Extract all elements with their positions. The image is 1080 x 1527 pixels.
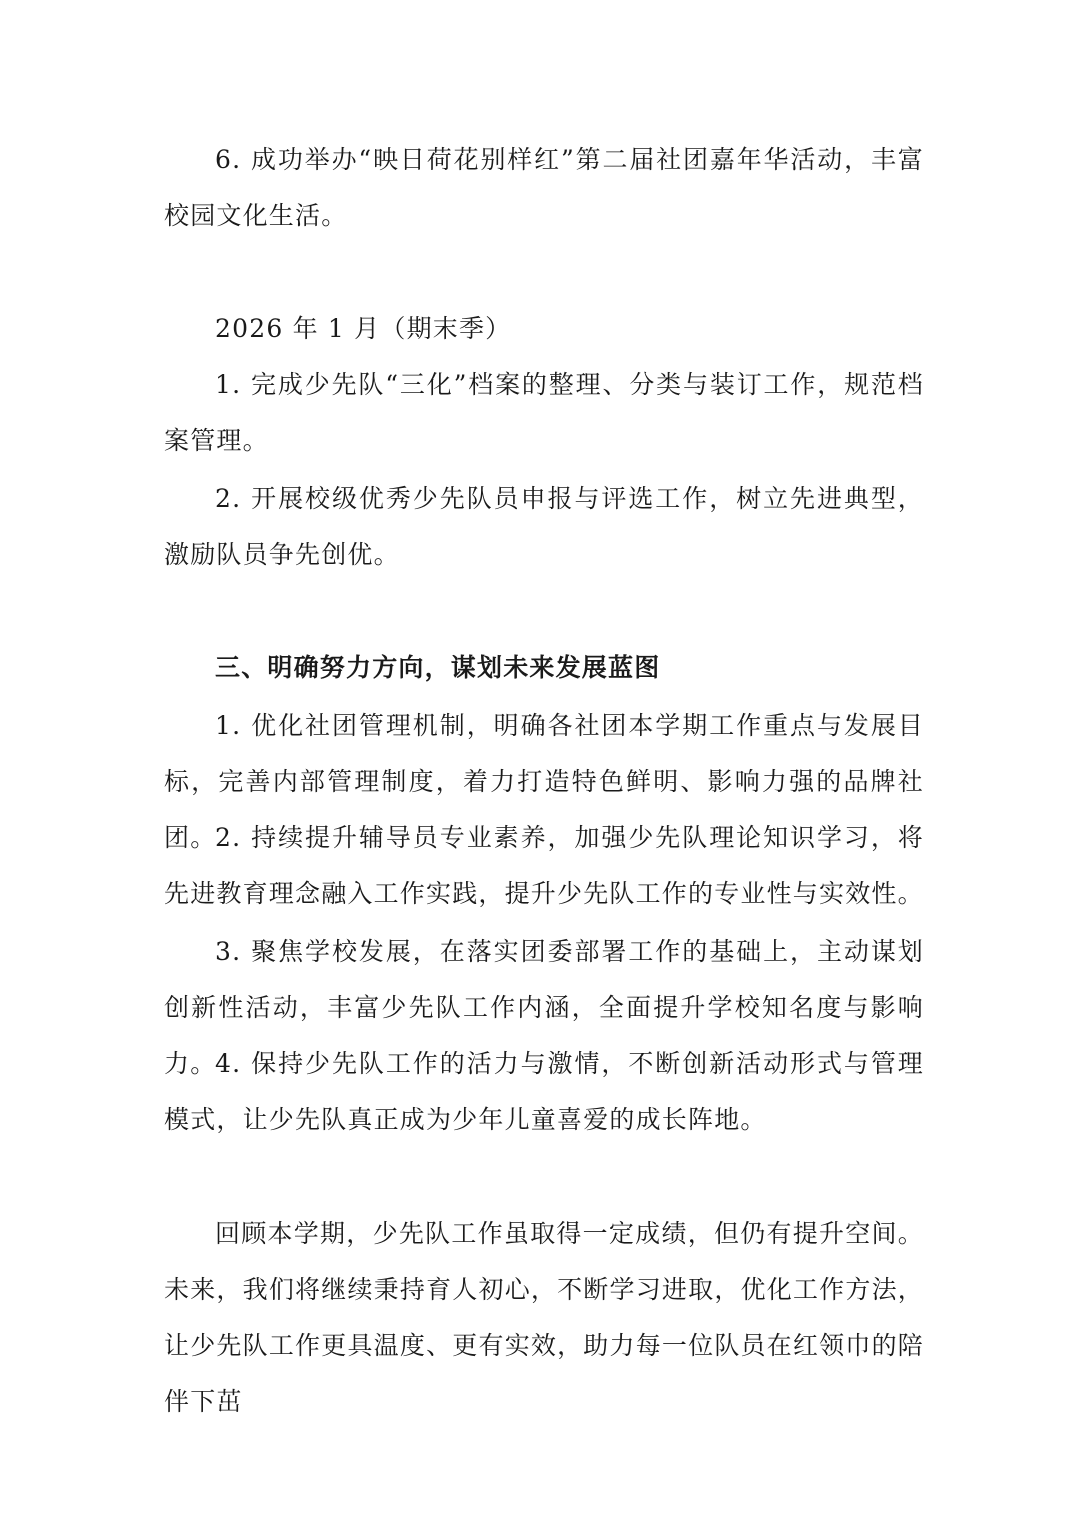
paragraph-direction-1: 1. 优化社团管理机制，明确各社团本学期工作重点与发展目标，完善内部管理制度，着力打造特色鲜明、影响力强的品牌社团。 — [164, 711, 924, 852]
paragraph-item-6-carnival: 6. 成功举办“映日荷花别样红”第二届社团嘉年华活动，丰富校园文化生活。 — [164, 145, 924, 230]
paragraph-direction-3: 3. 聚焦学校发展，在落实团委部署工作的基础上，主动谋划创新性活动，丰富少先队工作内涵，全面提升学校知名度与影响力。 — [164, 937, 924, 1078]
paragraph-conclusion: 回顾本学期，少先队工作虽取得一定成绩，但仍有提升空间。未来，我们将继续秉持育人初心，不断学习进取，优化工作方法，让少先队工作更具温度、更有实效，助力每一位队员在红领巾的陪伴下茁 — [164, 1219, 924, 1416]
section-heading-three: 三、明确努力方向，谋划未来发展蓝图 — [215, 653, 661, 682]
paragraph-date-january-2026: 2026 年 1 月（期末季） — [215, 314, 512, 343]
paragraph-item-1-archives: 1. 完成少先队“三化”档案的整理、分类与装订工作，规范档案管理。 — [164, 370, 924, 455]
paragraph-direction-2: 2. 持续提升辅导员专业素养，加强少先队理论知识学习，将先进教育理念融入工作实践，提升少先队工作的专业性与实效性。 — [164, 823, 924, 908]
paragraph-item-2-selection: 2. 开展校级优秀少先队员申报与评选工作，树立先进典型，激励队员争先创优。 — [164, 484, 924, 569]
paragraph-direction-4: 4. 保持少先队工作的活力与激情，不断创新活动形式与管理模式，让少先队真正成为少年儿童喜爱的成长阵地。 — [164, 1049, 924, 1134]
